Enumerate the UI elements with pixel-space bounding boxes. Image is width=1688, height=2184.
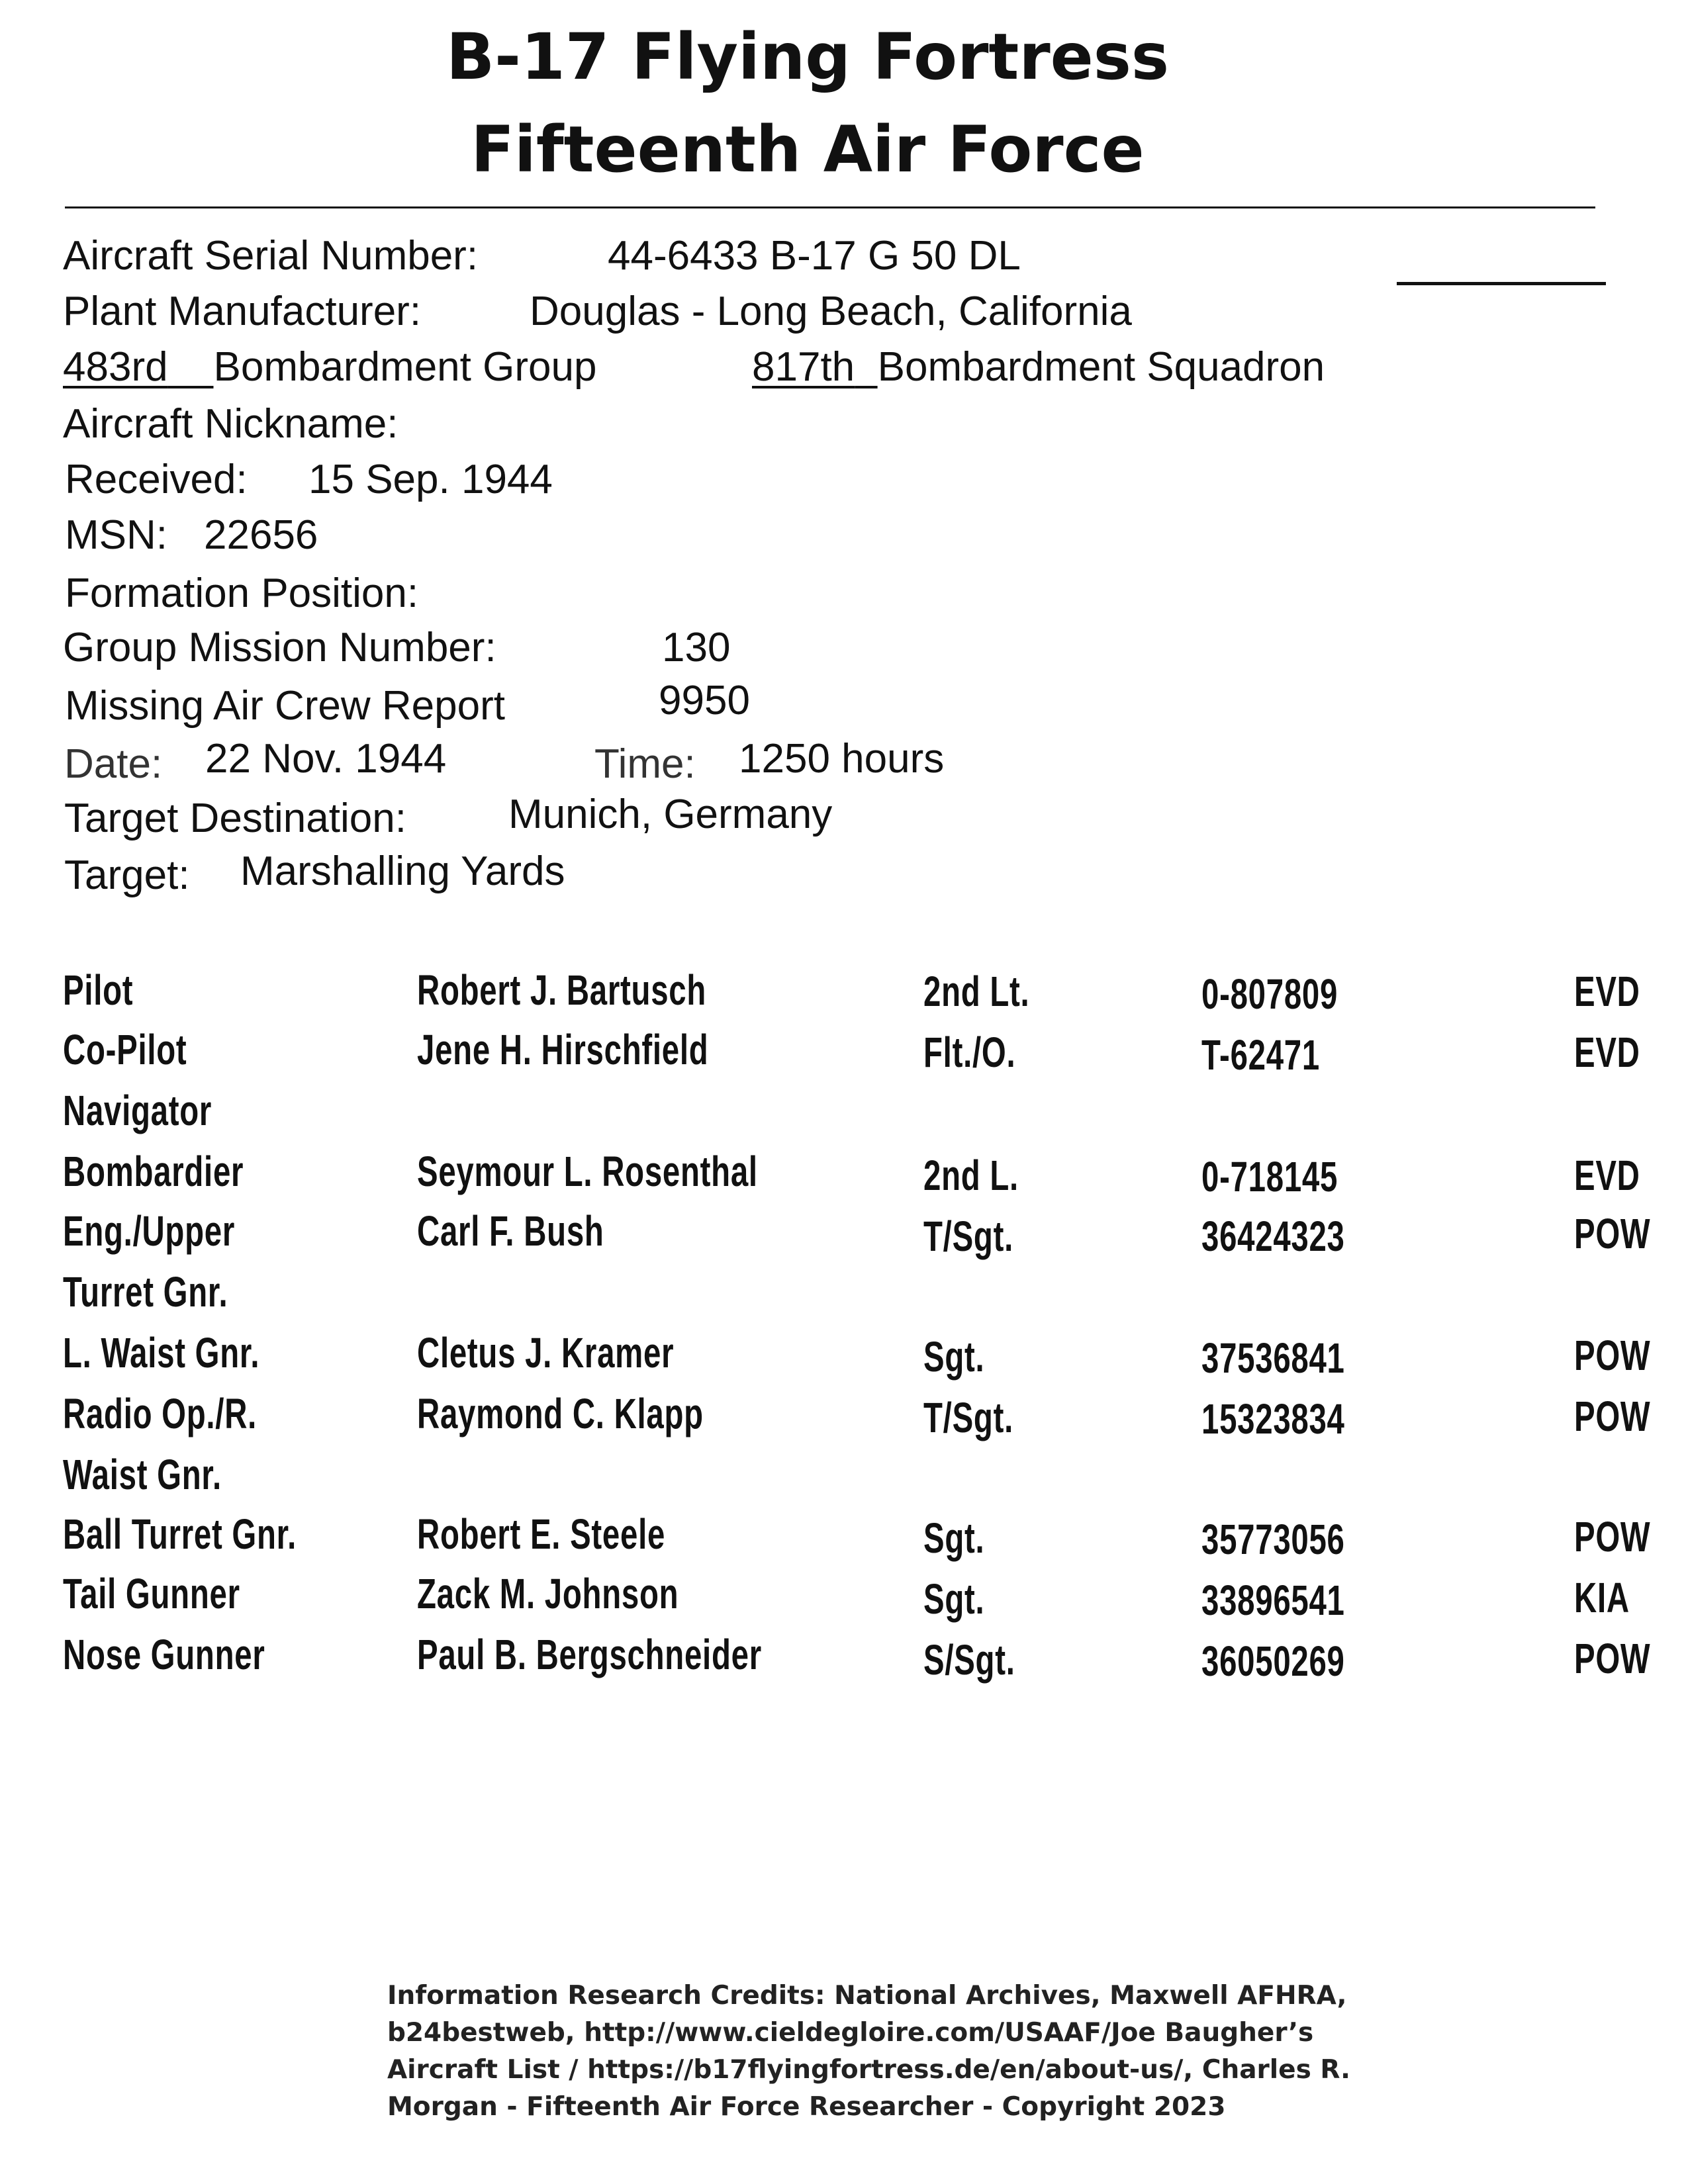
date-label: Date:: [64, 741, 163, 787]
crew-position: Nose Gunner: [63, 1631, 265, 1678]
crew-rank: 2nd Lt.: [923, 968, 1030, 1015]
bombardment-squadron-line: [752, 344, 1325, 390]
group-number-underline: [168, 344, 214, 390]
research-credits: [387, 1978, 1350, 2126]
crew-position: Co-Pilot: [63, 1026, 187, 1073]
crew-rank: Sgt.: [923, 1514, 985, 1562]
header-divider: [65, 206, 1595, 208]
target-value: Marshalling Yards: [240, 848, 565, 894]
crew-position: Tail Gunner: [63, 1570, 240, 1617]
crew-status: EVD: [1574, 1152, 1640, 1199]
crew-serial: 36050269: [1201, 1637, 1345, 1685]
crew-name: Robert E. Steele: [417, 1510, 666, 1558]
manufacturer-label: Plant Manufacturer:: [63, 289, 422, 334]
crew-position-line-2: Turret Gnr.: [63, 1268, 228, 1316]
mission-number-label: Group Mission Number:: [63, 625, 496, 670]
crew-name: Cletus J. Kramer: [417, 1329, 675, 1377]
received-label: Received:: [65, 457, 248, 502]
target-label: Target:: [64, 852, 190, 898]
crew-name: Zack M. Johnson: [417, 1570, 679, 1617]
crew-rank: S/Sgt.: [923, 1636, 1015, 1684]
mission-number-value: 130: [662, 625, 731, 670]
crew-name: Paul B. Bergschneider: [417, 1631, 762, 1678]
serial-number-label: Aircraft Serial Number:: [63, 233, 479, 279]
group-label: Bombardment Group: [213, 344, 597, 390]
crew-position-line-2: Waist Gnr.: [63, 1451, 222, 1498]
macr-label: Missing Air Crew Report: [65, 683, 505, 729]
crew-status: KIA: [1574, 1574, 1630, 1621]
time-label: Time:: [594, 741, 696, 787]
bombardment-group-line: [63, 344, 597, 390]
nickname-label: Aircraft Nickname:: [63, 401, 399, 447]
crew-status: POW: [1574, 1513, 1651, 1561]
crew-serial: 0-718145: [1201, 1153, 1338, 1201]
group-number: 483rd: [63, 344, 168, 390]
crew-name: Carl F. Bush: [417, 1207, 604, 1255]
crew-rank: Sgt.: [923, 1333, 985, 1381]
crew-status: POW: [1574, 1210, 1651, 1257]
crew-name: Seymour L. Rosenthal: [417, 1148, 758, 1195]
blank-entry-line: [1397, 282, 1606, 285]
crew-rank: T/Sgt.: [923, 1212, 1013, 1260]
crew-serial: 37536841: [1201, 1334, 1345, 1382]
date-value: 22 Nov. 1944: [205, 736, 447, 782]
crew-status: POW: [1574, 1635, 1651, 1682]
time-value: 1250 hours: [739, 736, 945, 782]
crew-name: Robert J. Bartusch: [417, 966, 707, 1014]
crew-status: EVD: [1574, 1028, 1640, 1076]
crew-position: Bombardier: [63, 1148, 244, 1195]
msn-value: 22656: [204, 512, 318, 558]
target-destination-value: Munich, Germany: [508, 792, 833, 837]
manufacturer-value: Douglas - Long Beach, California: [530, 289, 1132, 334]
crew-serial: 15323834: [1201, 1395, 1345, 1443]
credits-line: Information Research Credits: National Archives, Maxwell AFHRA,: [387, 1981, 1347, 2011]
crew-status: EVD: [1574, 968, 1640, 1015]
crew-position: Ball Turret Gnr.: [63, 1510, 297, 1558]
crew-serial: 0-807809: [1201, 970, 1338, 1018]
crew-position: Pilot: [63, 966, 134, 1014]
crew-rank: 2nd L.: [923, 1152, 1019, 1199]
serial-number-value: 44-6433 B-17 G 50 DL: [608, 233, 1021, 279]
macr-value: 9950: [659, 678, 750, 723]
crew-name: Raymond C. Klapp: [417, 1390, 704, 1437]
formation-position-label: Formation Position:: [65, 570, 419, 616]
credits-line: b24bestweb, http://www.cieldegloire.com/USAAF/Joe Baugher’s: [387, 2018, 1314, 2048]
msn-label: MSN:: [65, 512, 167, 558]
crew-position: L. Waist Gnr.: [63, 1329, 260, 1377]
page-title: B-17 Flying Fortress: [445, 20, 1170, 94]
crew-position: Navigator: [63, 1087, 212, 1134]
crew-serial: T-62471: [1201, 1031, 1320, 1079]
squadron-label: Bombardment Squadron: [877, 344, 1325, 390]
squadron-number: 817th: [752, 344, 855, 390]
crew-rank: Sgt.: [923, 1575, 985, 1623]
crew-rank: T/Sgt.: [923, 1394, 1013, 1441]
received-value: 15 Sep. 1944: [308, 457, 553, 502]
crew-position: Radio Op./R.: [63, 1390, 258, 1437]
crew-rank: Flt./O.: [923, 1028, 1016, 1076]
page-subtitle: Fifteenth Air Force: [471, 113, 1145, 187]
crew-status: POW: [1574, 1392, 1651, 1440]
credits-line: Morgan - Fifteenth Air Force Researcher - Copyright 2023: [387, 2092, 1226, 2122]
target-destination-label: Target Destination:: [64, 796, 406, 841]
crew-position: Eng./Upper: [63, 1207, 235, 1255]
crew-status: POW: [1574, 1332, 1651, 1379]
crew-serial: 36424323: [1201, 1212, 1345, 1260]
credits-line: Aircraft List / https://b17flyingfortress.de/en/about-us/, Charles R.: [387, 2055, 1350, 2085]
crew-serial: 33896541: [1201, 1576, 1345, 1624]
crew-name: Jene H. Hirschfield: [417, 1026, 709, 1073]
squadron-number-underline: [855, 344, 877, 390]
crew-serial: 35773056: [1201, 1516, 1345, 1563]
